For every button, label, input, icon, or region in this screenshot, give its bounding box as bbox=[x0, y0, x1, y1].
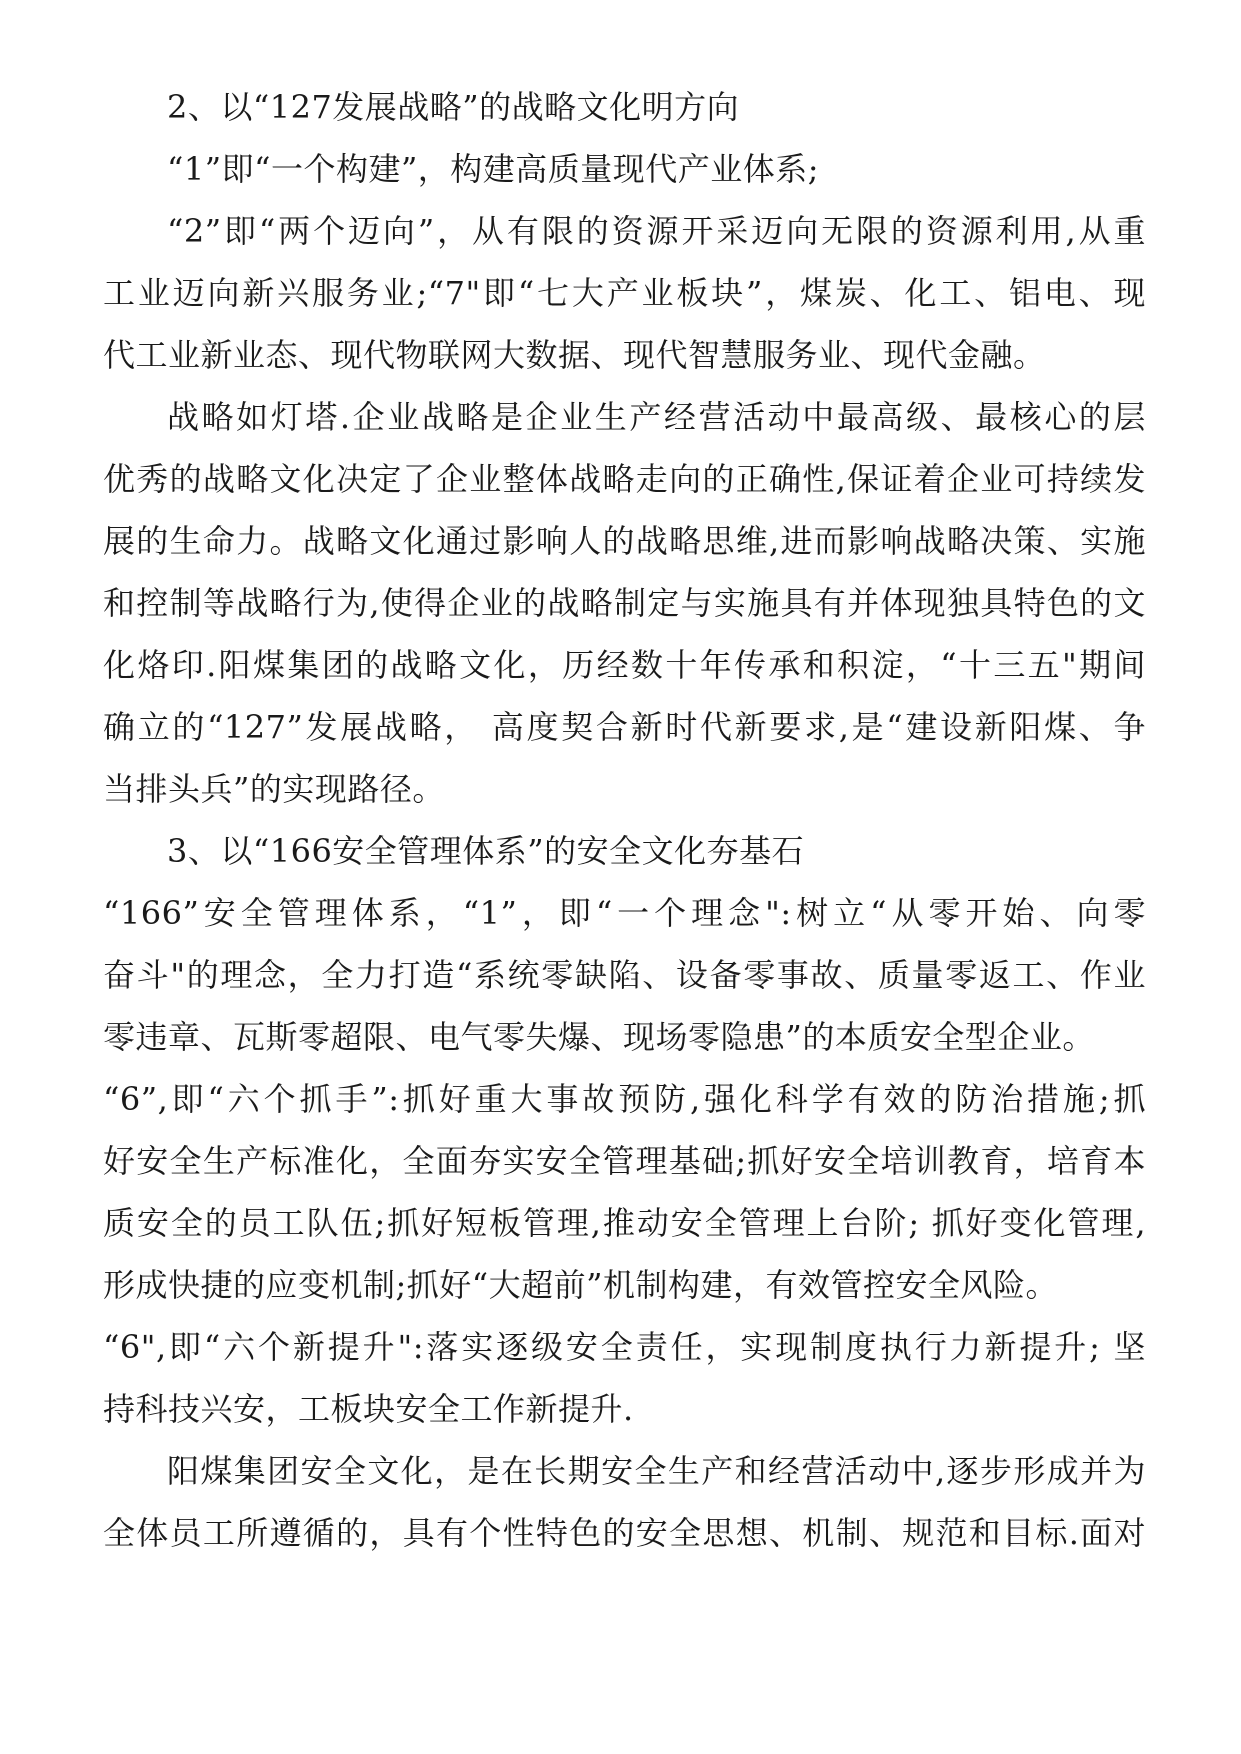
paragraph-line: 和控制等战略行为,使得企业的战略制定与实施具有并体现独具特色的文 bbox=[103, 584, 1146, 622]
paragraph-line: 零违章、瓦斯零超限、电气零失爆、现场零隐患”的本质安全型企业。 bbox=[103, 1018, 1095, 1056]
paragraph-line: 好安全生产标准化，全面夯实安全管理基础;抓好安全培训教育，培育本 bbox=[103, 1142, 1146, 1180]
paragraph-line: “1”即“一个构建”，构建高质量现代产业体系; bbox=[167, 150, 820, 188]
paragraph-line: 工业迈向新兴服务业;“7"即“七大产业板块”，煤炭、化工、铝电、现 bbox=[103, 274, 1146, 312]
paragraph-line: 阳煤集团安全文化，是在长期安全生产和经营活动中,逐步形成并为 bbox=[167, 1452, 1146, 1490]
paragraph-line: 优秀的战略文化决定了企业整体战略走向的正确性,保证着企业可持续发 bbox=[103, 460, 1146, 498]
paragraph-line: 代工业新业态、现代物联网大数据、现代智慧服务业、现代金融。 bbox=[103, 336, 1046, 374]
paragraph-line: 战略如灯塔.企业战略是企业生产经营活动中最高级、最核心的层 bbox=[167, 398, 1146, 436]
paragraph-line: 全体员工所遵循的，具有个性特色的安全思想、机制、规范和目标.面对 bbox=[103, 1514, 1146, 1552]
paragraph-line: 奋斗"的理念，全力打造“系统零缺陷、设备零事故、质量零返工、作业 bbox=[103, 956, 1146, 994]
paragraph-line: “6”,即“六个抓手”:抓好重大事故预防,强化科学有效的防治措施;抓 bbox=[103, 1080, 1146, 1118]
paragraph-line: 化烙印.阳煤集团的战略文化，历经数十年传承和积淀，“十三五"期间 bbox=[103, 646, 1146, 684]
paragraph-line: “2”即“两个迈向”，从有限的资源开采迈向无限的资源利用,从重 bbox=[167, 212, 1146, 250]
paragraph-line: 持科技兴安，工板块安全工作新提升. bbox=[103, 1390, 634, 1428]
paragraph-line: 当排头兵”的实现路径。 bbox=[103, 770, 445, 808]
paragraph-line: “6",即“六个新提升":落实逐级安全责任，实现制度执行力新提升; 坚 bbox=[103, 1328, 1146, 1366]
paragraph-line: 展的生命力。战略文化通过影响人的战略思维,进而影响战略决策、实施 bbox=[103, 522, 1146, 560]
section-heading-strategy: 2、以“127发展战略”的战略文化明方向 bbox=[167, 88, 740, 126]
paragraph-line: 质安全的员工队伍;抓好短板管理,推动安全管理上台阶; 抓好变化管理, bbox=[103, 1204, 1146, 1242]
section-heading-safety: 3、以“166安全管理体系”的安全文化夯基石 bbox=[167, 832, 805, 870]
paragraph-line: “166”安全管理体系，“1”，即“一个理念":树立“从零开始、向零 bbox=[103, 894, 1146, 932]
paragraph-line: 形成快捷的应变机制;抓好“大超前”机制构建，有效管控安全风险。 bbox=[103, 1266, 1059, 1304]
paragraph-line: 确立的“127”发展战略， 高度契合新时代新要求,是“建设新阳煤、争 bbox=[103, 708, 1146, 746]
